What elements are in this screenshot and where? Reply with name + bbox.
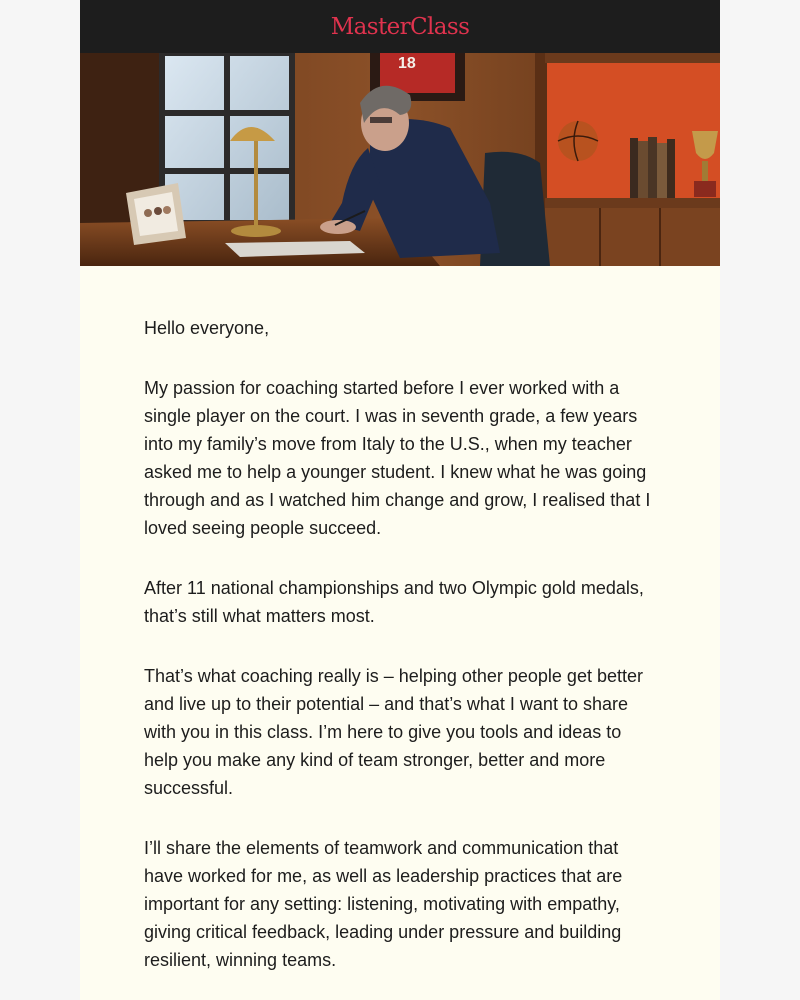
masterclass-logo[interactable]: MasterClass — [330, 13, 470, 40]
letter-paragraph-2: After 11 national championships and two Olympic gold medals, that’s still what matters most. — [144, 578, 644, 626]
letter-greeting: Hello everyone, — [144, 318, 270, 338]
coach-at-desk-photo-icon — [80, 53, 720, 266]
letter-paragraph-3: That’s what coaching really is – helping other people get better and live up to their potential – and that’s what I want to share with you in this class. I’m here to give you tools and ideas to help you make any kind of team stronger, better and more successful. — [144, 666, 643, 798]
header-bar — [80, 0, 720, 53]
letter-paragraph-1: My passion for coaching started before I ever worked with a single player on the court. I was in seventh grade, a few years into my family’s move from Italy to the U.S., when my teacher asked me to help a younger student. I knew what he was going through and as I watched him change and grow, I realised that I loved seeing people succeed. — [144, 378, 651, 538]
svg-text:18: 18 — [398, 55, 416, 72]
email-container — [80, 0, 720, 1000]
letter-paragraph-4: I’ll share the elements of teamwork and communication that have worked for me, as well as leadership practices that are important for any setting: listening, motivating with empathy, giving critical feedback, leading under pressure and building resilient, winning teams. — [144, 838, 623, 970]
letter-body — [80, 266, 720, 974]
hero-image — [80, 53, 720, 266]
